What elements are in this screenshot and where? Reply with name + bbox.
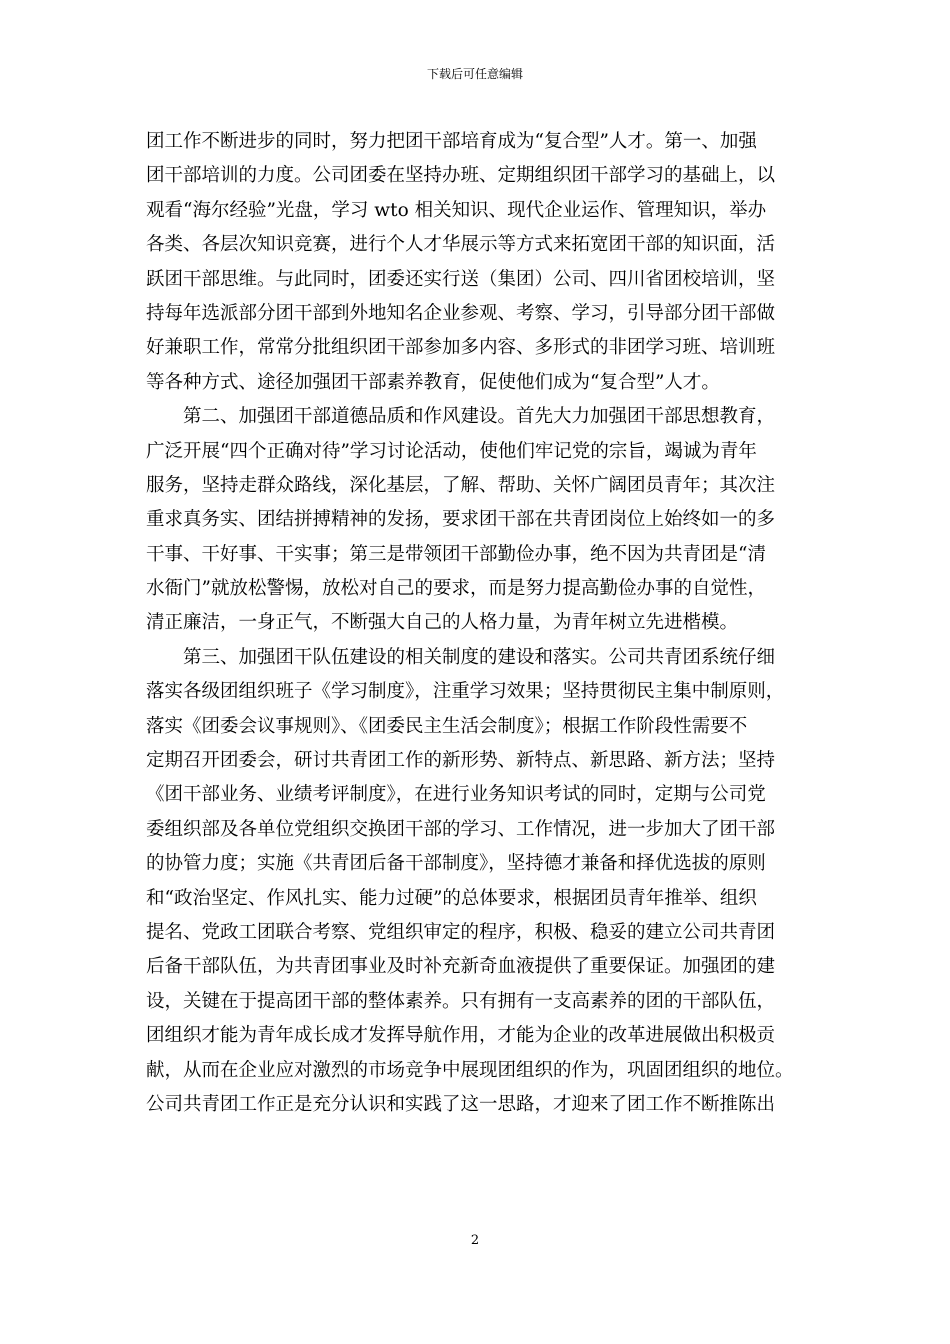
text-line: 干事、干好事、干实事；第三是带领团干部勤俭办事，绝不因为共青团是“清	[146, 543, 766, 565]
text-line: 落实《团委会议事规则》、《团委民主生活会制度》；根据工作阶段性需要不	[146, 715, 748, 737]
text-line: 定期召开团委会，研讨共青团工作的新形势、新特点、新思路、新方法；坚持	[146, 750, 776, 772]
paragraph-start-line: 第二、加强团干部道德品质和作风建设。首先大力加强团干部思想教育，	[183, 406, 776, 428]
text-line: 持每年选派部分团干部到外地知名企业参观、考察、学习，引导部分团干部做	[146, 302, 776, 324]
text-line: 好兼职工作，常常分批组织团干部参加多内容、多形式的非团学习班、培训班	[146, 337, 776, 359]
text-line: 设，关键在于提高团干部的整体素养。只有拥有一支高素养的团的干部队伍，	[146, 990, 776, 1012]
text-line: 后备干部队伍，为共青团事业及时补充新奇血液提供了重要保证。加强团的建	[146, 956, 776, 978]
text-line: 团组织才能为青年成长成才发挥导航作用，才能为企业的改革进展做出积极贡	[146, 1025, 776, 1047]
document-body	[146, 125, 806, 1122]
text-line: 落实各级团组织班子《学习制度》，注重学习效果；坚持贯彻民主集中制原则，	[146, 681, 785, 703]
text-line: 《团干部业务、业绩考评制度》，在进行业务知识考试的同时，定期与公司党	[146, 784, 766, 806]
text-line: 和“政治坚定、作风扎实、能力过硬”的总体要求，根据团员青年推举、组织	[146, 887, 757, 909]
text-line: 团干部培训的力度。公司团委在坚持办班、定期组织团干部学习的基础上，以	[146, 165, 776, 187]
page-number: 2	[470, 1233, 480, 1248]
page-header: 下载后可任意编辑	[426, 67, 523, 81]
text-line: 水衙门”就放松警惕，放松对自己的要求，而是努力提高勤俭办事的自觉性，	[146, 578, 766, 600]
text-line: 提名、党政工团联合考察、党组织审定的程序，积极、稳妥的建立公司共青团	[146, 921, 776, 943]
text-line: 献，从而在企业应对激烈的市场竞争中展现团组织的作为，巩固团组织的地位。	[146, 1059, 794, 1081]
text-line: 各类、各层次知识竞赛，进行个人才华展示等方式来拓宽团干部的知识面，活	[146, 234, 776, 256]
text-line: 重求真务实、团结拼搏精神的发扬，要求团干部在共青团岗位上始终如一的多	[146, 509, 776, 531]
paragraph-start-line: 第三、加强团干队伍建设的相关制度的建设和落实。公司共青团系统仔细	[183, 646, 776, 668]
text-line: 团工作不断进步的同时，努力把团干部培育成为“复合型”人才。第一、加强	[146, 131, 757, 152]
text-line: 观看“海尔经验”光盘，学习 wto 相关知识、现代企业运作、管理知识，举办	[146, 199, 767, 221]
text-line: 广泛开展“四个正确对待”学习讨论活动，使他们牢记党的宗旨，竭诚为青年	[146, 440, 757, 462]
text-line: 的协管力度；实施《共青团后备干部制度》，坚持德才兼备和择优选拔的原则	[146, 853, 766, 875]
text-line: 服务，坚持走群众路线，深化基层，了解、帮助、关怀广阔团员青年；其次注	[146, 474, 776, 496]
text-line: 公司共青团工作正是充分认识和实践了这一思路，才迎来了团工作不断推陈出	[146, 1093, 776, 1115]
text-line: 委组织部及各单位党组织交换团干部的学习、工作情况，进一步加大了团干部	[146, 818, 776, 840]
text-line: 跃团干部思维。与此同时，团委还实行送（集团）公司、四川省团校培训，坚	[146, 268, 776, 290]
text-line: 清正廉洁，一身正气，不断强大自己的人格力量，为青年树立先进楷模。	[146, 612, 739, 634]
text-line: 等各种方式、途径加强团干部素养教育，促使他们成为“复合型”人才。	[146, 371, 720, 393]
